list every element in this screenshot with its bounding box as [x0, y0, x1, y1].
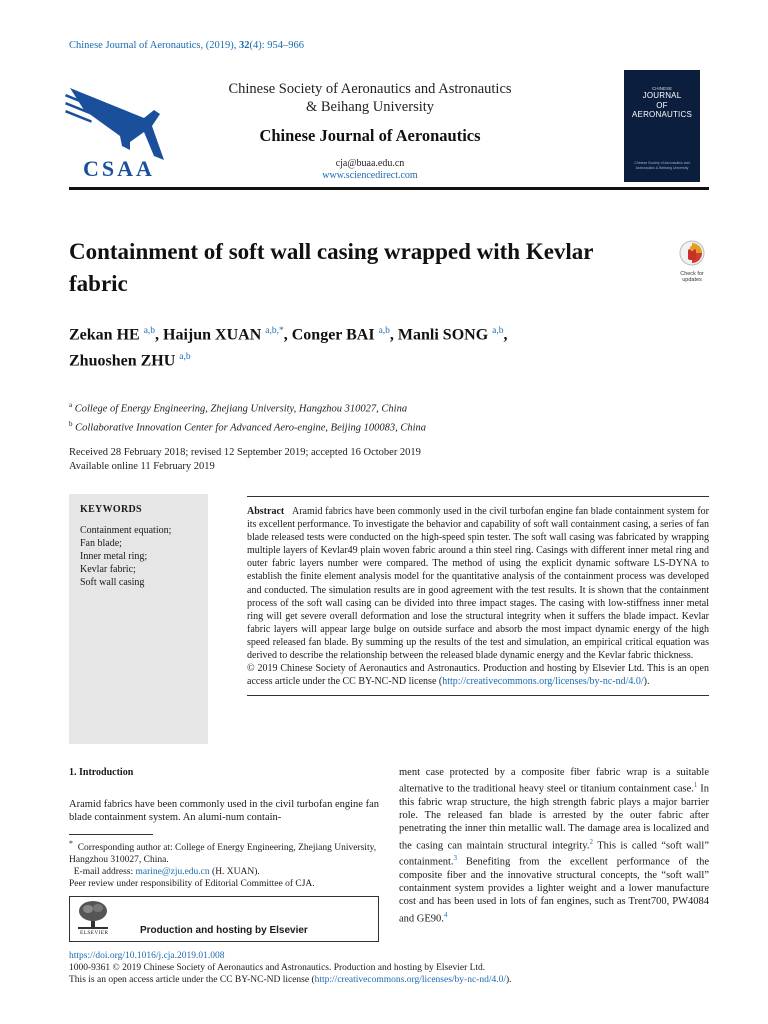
cover-title-line-3: AERONAUTICS: [632, 110, 692, 119]
footnote-star: *: [69, 839, 73, 848]
abstract-label: Abstract: [247, 506, 285, 517]
author-affiliation-mark[interactable]: a,b: [143, 326, 156, 336]
footnote-divider: [69, 834, 153, 835]
author-affiliation-mark[interactable]: a,b: [179, 352, 191, 363]
society-line-2: & Beihang University: [305, 99, 435, 115]
author-separator: ,: [155, 326, 164, 344]
corresponding-author-note: [69, 838, 381, 866]
check-for-updates-button[interactable]: [672, 240, 712, 283]
keyword-item: Containment equation;: [80, 525, 172, 536]
abstract: [247, 496, 709, 696]
author-name: Manli SONG: [397, 326, 489, 344]
affiliation-text: College of Energy Engineering, Zhejiang University, Hangzhou 310027, China: [74, 403, 408, 415]
doi-link[interactable]: https://doi.org/10.1016/j.cja.2019.01.008: [69, 951, 225, 961]
keywords-list: [80, 524, 171, 589]
copyright-end: ).: [643, 676, 650, 688]
affiliation-a: [69, 398, 709, 417]
check-for-updates-icon: [679, 240, 705, 266]
author-separator: ,: [389, 326, 398, 344]
elsevier-tree-icon: [76, 900, 110, 930]
abstract-copyright: [247, 662, 709, 688]
keywords-heading: KEYWORDS: [80, 504, 142, 515]
intro-text: Benefiting from the excellent performance of the composite fiber and the innovative structural concepts, the “soft wall” containment system provides a lighter weight and a lower manufacture cost and has been used in lots of fan engines, such as Trent700, PW4084 and GE90.: [399, 856, 709, 925]
citation-prefix: Chinese Journal of Aeronautics, (2019),: [69, 40, 240, 51]
keyword-item: Inner metal ring;: [80, 551, 148, 562]
elsevier-box: [69, 896, 379, 942]
keyword-item: Fan blade;: [80, 538, 122, 549]
author-email-link[interactable]: marine@zju.edu.cn: [135, 867, 210, 878]
cover-title-line-1: JOURNAL: [642, 91, 682, 100]
author-affiliation-mark[interactable]: a,b: [492, 326, 504, 336]
page-footer: [69, 950, 709, 986]
csaa-airplane-icon: [64, 70, 174, 180]
affiliation-mark: a: [69, 401, 73, 409]
author-separator: ,: [283, 326, 292, 344]
affiliation-b: [69, 417, 709, 436]
author-name: Conger BAI: [291, 326, 375, 344]
affiliation-text: Collaborative Innovation Center for Advanced Aero-engine, Beijing 100083, China: [75, 422, 427, 433]
journal-name: Chinese Journal of Aeronautics: [259, 126, 481, 145]
license-prefix: This is an open access article under the CC BY-NC-ND license (: [69, 975, 315, 985]
cover-foot-text: Chinese Society of Aeronautics and Astronautics & Beihang University: [634, 161, 690, 170]
author-name: Zhuoshen ZHU: [69, 352, 176, 370]
author-affiliation-mark[interactable]: a,b: [378, 326, 390, 336]
license-line: [69, 974, 709, 986]
article-dates: [69, 446, 709, 474]
society-line-1: Chinese Society of Aeronautics and Astronautics: [228, 81, 512, 97]
license-link[interactable]: http://creativecommons.org/licenses/by-nc-nd/4.0/: [442, 676, 644, 688]
csaa-logo-text: CSAA: [83, 156, 155, 180]
reference-link[interactable]: 1: [693, 781, 698, 790]
cover-small-text: CHINESE: [651, 86, 672, 91]
elsevier-logo-text: ELSEVIER: [80, 930, 109, 936]
license-end: ).: [506, 975, 512, 985]
footer-license-link[interactable]: http://creativecommons.org/licenses/by-nc-nd/4.0/: [314, 975, 506, 985]
citation-suffix: (4): 954–966: [249, 40, 305, 51]
issn-line: 1000-9361 © 2019 Chinese Society of Aeronautics and Astronautics. Production and hosting by Elsevier Ltd.: [69, 963, 486, 973]
copyright-text: © 2019 Chinese Society of Aeronautics and Astronautics. Production and hosting by Elsevier Ltd. This is an open access article under the CC BY-NC-ND license (: [247, 663, 709, 688]
available-online-date: Available online 11 February 2019: [69, 461, 215, 472]
journal-email: cja@buaa.edu.cn: [335, 158, 405, 169]
author-name: Zekan HE: [69, 326, 140, 344]
intro-paragraph: Aramid fabrics have been commonly used in the civil turbofan engine fan blade containment system. An alumi-num contain-: [69, 799, 379, 824]
intro-left-column: [69, 766, 379, 825]
masthead: [210, 80, 530, 182]
reference-link[interactable]: 2: [589, 837, 593, 846]
journal-citation[interactable]: [69, 40, 304, 51]
author-separator: ,: [503, 326, 508, 344]
abstract-body: [247, 505, 709, 662]
email-note: [69, 866, 381, 878]
affiliations: [69, 398, 709, 435]
keyword-item: Kevlar fabric;: [80, 564, 136, 575]
email-label: E-mail address:: [73, 867, 136, 878]
keywords-box: [69, 494, 208, 744]
citation-volume: 32: [239, 40, 250, 51]
corresponding-text: Corresponding author at: College of Energy Engineering, Zhejiang University, Hangzhou 310027, China.: [69, 843, 377, 866]
intro-text: This is called “soft wall” containment.: [399, 840, 709, 868]
article-title: Containment of soft wall casing wrapped with Kevlar fabric: [69, 239, 594, 296]
csaa-logo: [64, 70, 174, 180]
author-affiliation-mark[interactable]: a,b,*: [265, 326, 284, 336]
header-divider: [69, 187, 709, 190]
author-name: Haijun XUAN: [163, 326, 262, 344]
elsevier-logo: [76, 900, 110, 938]
cover-title-line-2: OF: [656, 100, 668, 110]
received-dates: Received 28 February 2018; revised 12 September 2019; accepted 16 October 2019: [69, 447, 421, 458]
section-heading: 1. Introduction: [69, 767, 134, 778]
reference-link[interactable]: 3: [453, 854, 458, 863]
keyword-item: Soft wall casing: [80, 577, 145, 588]
reference-link[interactable]: 4: [443, 910, 448, 919]
intro-text: In this fabric wrap structure, the high strength fabric plays a major barrier role. The released fan blade is arrested by the outer fabric after penetrating the inner thin metallic wall. The damage area is localized and the casing can maintain structural integrity.: [399, 783, 710, 852]
journal-cover-image: [624, 70, 700, 182]
abstract-text: Aramid fabrics have been commonly used in the civil turbofan engine fan blade containment system for its excellent performance. To investigate the behavior and capability of soft wall containment casing, a series of fan blade released tests were conducted on the high-speed spin tester. The soft wall casing was fabricated by wrapping multiple layers of Kevlar49 plain woven fabric around a thin steel ring. Casings with different inner metal ring and outer fabric layers number were compared. The method of using the explicit dynamic software LS-DYNA to establish the finite element analysis model for the quantitative analysis of the containment process was developed and conducted. The simulation results are in good agreement with the test results. It is shown that the containment process of the soft wall casing can be divided into three impact stages. The casing with low-stiffness inner metal ring will get severe overall deformation and lose the structural integrity when it suffers the blade impact. Kevlar fabric layers will appear large bulge on outside surface and absorb the most impact dynamic energy of the high speed released fan blade. By summing up the results of the test and simulation, an empirical critical equation was derived to describe the relationship between the released blade dynamic energy and the Kevlar fabric thickness.: [247, 506, 710, 662]
email-owner: (H. XUAN).: [209, 867, 260, 878]
sciencedirect-link[interactable]: www.sciencedirect.com: [322, 170, 418, 181]
production-hosting-text: Production and hosting by Elsevier: [140, 925, 308, 936]
author-list: [69, 320, 709, 373]
check-for-updates-label: Check for updates: [680, 271, 704, 283]
footnotes: [69, 838, 381, 890]
peer-review-note: Peer review under responsibility of Editorial Committee of CJA.: [69, 879, 315, 890]
intro-text: ment case protected by a composite fiber fabric wrap is a suitable alternative to the traditional heavy steel or titanium containment case.: [399, 767, 709, 795]
affiliation-mark: b: [69, 419, 73, 428]
intro-right-column: [399, 766, 709, 925]
